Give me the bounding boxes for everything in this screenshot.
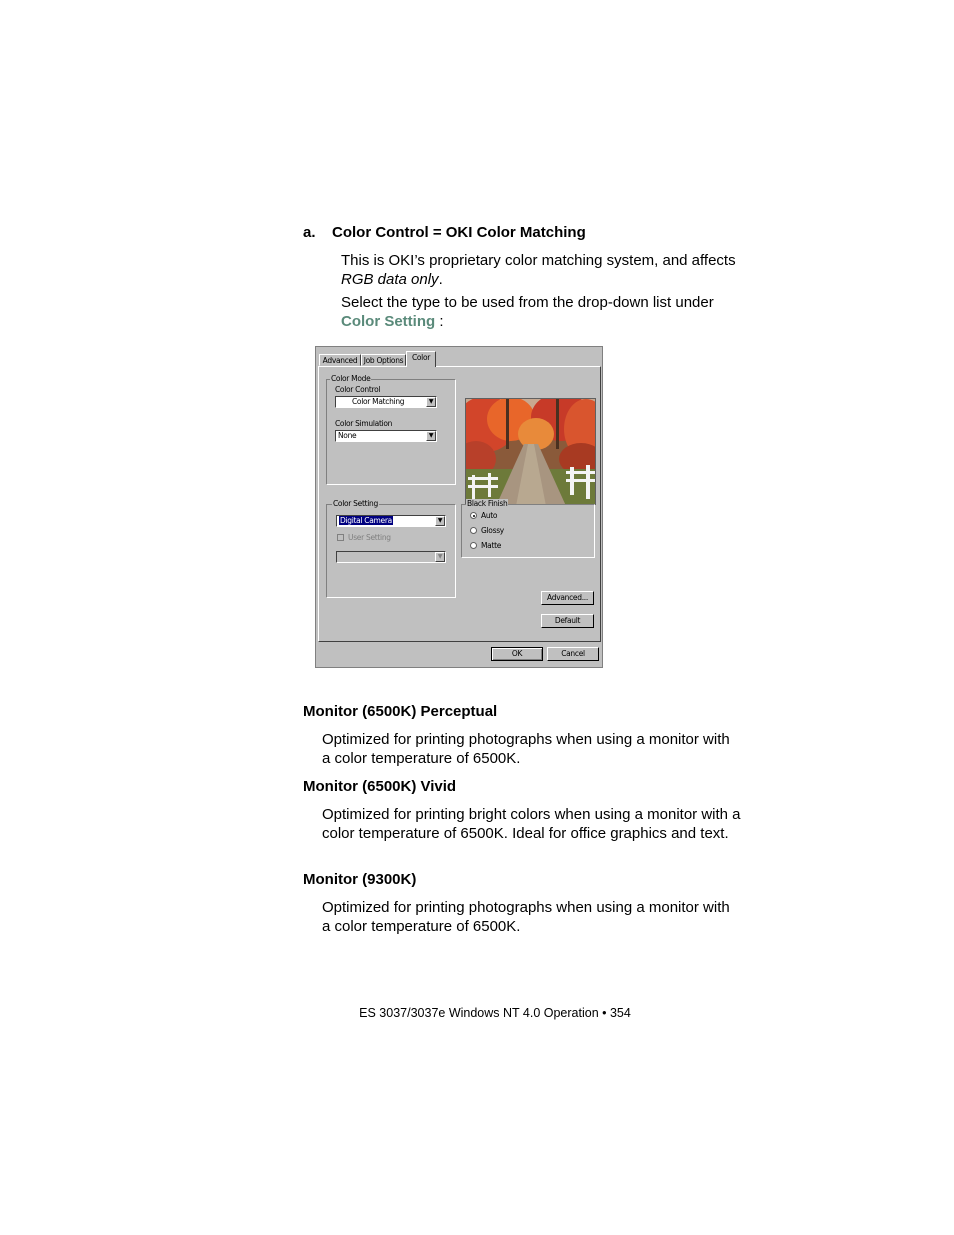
section-heading-9300k: Monitor (9300K) bbox=[303, 871, 417, 888]
para1-end: . bbox=[438, 270, 443, 288]
user-setting-dropdown[interactable] bbox=[336, 551, 446, 563]
cancel-button[interactable]: Cancel bbox=[547, 647, 599, 661]
printer-properties-dialog bbox=[315, 346, 603, 668]
default-button[interactable]: Default bbox=[541, 614, 594, 628]
color-control-label: Color Control bbox=[335, 385, 381, 394]
page-footer: ES 3037/3037e Windows NT 4.0 Operation • 354 bbox=[359, 1006, 631, 1020]
para1-italic: RGB data only bbox=[341, 270, 439, 288]
radio-glossy[interactable] bbox=[470, 527, 477, 534]
radio-auto-label: Auto bbox=[481, 511, 498, 520]
section-a-paragraph-1 bbox=[341, 252, 751, 289]
user-setting-label: User Setting bbox=[348, 533, 391, 542]
color-mode-label: Color Mode bbox=[331, 374, 371, 383]
section-a-number: a. bbox=[303, 224, 316, 241]
chevron-down-icon: ▼ bbox=[426, 431, 436, 441]
section-a-heading bbox=[303, 224, 586, 241]
autumn-road-photo bbox=[466, 399, 596, 505]
color-setting-dropdown[interactable] bbox=[336, 515, 446, 527]
user-setting-checkbox[interactable] bbox=[337, 534, 344, 541]
color-preview-image bbox=[465, 398, 596, 505]
color-simulation-dropdown[interactable] bbox=[335, 430, 437, 442]
color-setting-link: Color Setting bbox=[341, 312, 436, 330]
section-body-vivid: Optimized for printing bright colors when using a monitor with a color temperature of 6500K. Ideal for office graphics and text. bbox=[322, 806, 741, 842]
section-body-9300k: Optimized for printing photographs when using a monitor with a color temperature of 6500K. bbox=[322, 899, 730, 935]
para2-text: Select the type to be used from the drop-down list under bbox=[341, 294, 714, 311]
chevron-down-icon: ▼ bbox=[426, 397, 436, 407]
radio-auto[interactable] bbox=[470, 512, 477, 519]
radio-matte[interactable] bbox=[470, 542, 477, 549]
radio-glossy-label: Glossy bbox=[481, 526, 504, 535]
tab-advanced[interactable]: Advanced bbox=[319, 354, 361, 366]
para2-end: : bbox=[435, 312, 444, 330]
chevron-down-icon: ▼ bbox=[435, 552, 445, 562]
ok-button[interactable]: OK bbox=[491, 647, 543, 661]
chevron-down-icon: ▼ bbox=[435, 516, 445, 526]
section-body-perceptual: Optimized for printing photographs when using a monitor with a color temperature of 6500K. bbox=[322, 731, 730, 767]
color-control-value: Color Matching bbox=[352, 397, 405, 406]
para1-text: This is OKI’s proprietary color matching system, and affects bbox=[341, 252, 736, 269]
color-simulation-label: Color Simulation bbox=[335, 419, 393, 428]
color-control-dropdown[interactable] bbox=[335, 396, 437, 408]
advanced-button[interactable]: Advanced... bbox=[541, 591, 594, 605]
color-tab-panel bbox=[318, 366, 601, 642]
black-finish-label: Black Finish bbox=[467, 499, 508, 508]
section-a-title: Color Control = OKI Color Matching bbox=[332, 224, 586, 241]
tab-color[interactable]: Color bbox=[406, 351, 436, 367]
radio-matte-label: Matte bbox=[481, 541, 502, 550]
section-heading-vivid: Monitor (6500K) Vivid bbox=[303, 778, 457, 795]
tab-job-options[interactable]: Job Options bbox=[361, 354, 406, 366]
color-setting-label: Color Setting bbox=[333, 499, 378, 508]
color-simulation-value: None bbox=[338, 431, 357, 440]
color-setting-value: Digital Camera bbox=[340, 516, 392, 525]
section-heading-perceptual: Monitor (6500K) Perceptual bbox=[303, 703, 498, 720]
section-a-paragraph-2 bbox=[341, 294, 751, 331]
